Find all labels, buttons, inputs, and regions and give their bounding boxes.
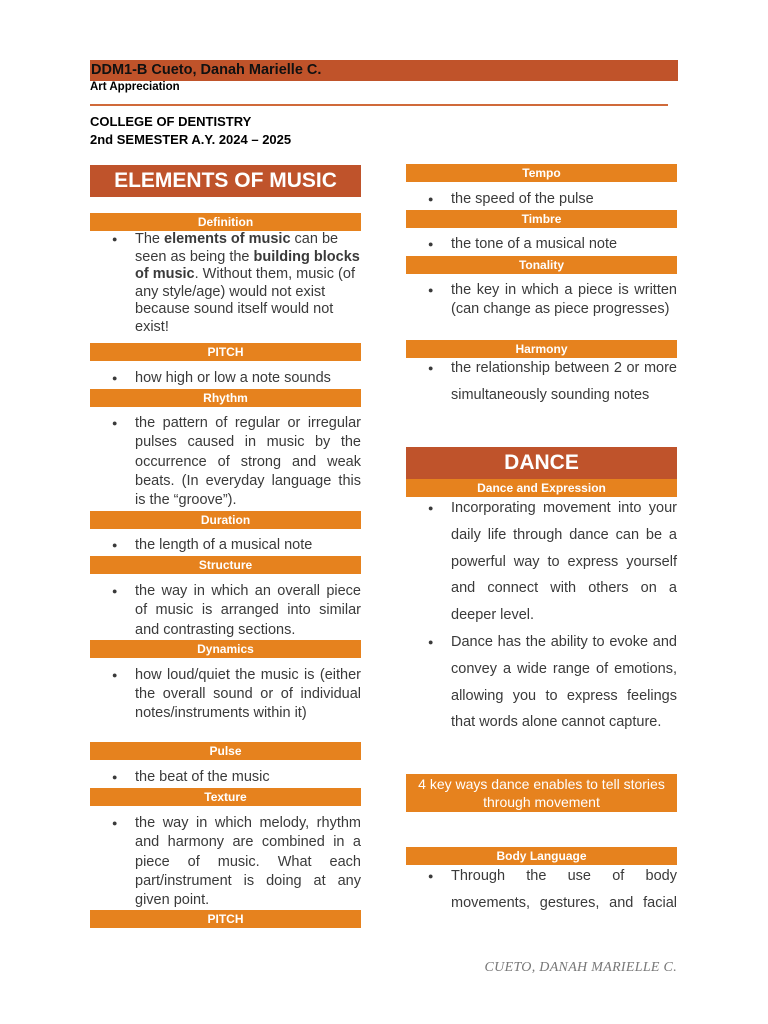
duration-heading: Duration [90, 511, 361, 529]
timbre-item: ● the tone of a musical note [406, 235, 677, 254]
duration-item: ● the length of a musical note [90, 536, 361, 555]
header-divider [90, 104, 668, 106]
tonality-heading: Tonality [406, 256, 677, 274]
pulse-heading: Pulse [90, 742, 361, 760]
pitch-item: ● how high or low a note sounds [90, 369, 361, 388]
duration-body [90, 536, 361, 555]
semester-label: 2nd SEMESTER A.Y. 2024 – 2025 [90, 132, 292, 147]
name-banner: DDM1-B Cueto, Danah Marielle C. [90, 60, 678, 81]
tonality-body [406, 281, 677, 320]
definition-item: ● The elements of music can be seen as being the building blocks of music. Without them, music (of any style/age) would not exist because sound itself would not exist! [90, 231, 361, 336]
definition-body [90, 231, 361, 336]
harmony-heading: Harmony [406, 340, 677, 358]
tempo-body [406, 190, 677, 209]
structure-item: ● the way in which an overall piece of music is arranged into similar and contrasting sections. [90, 582, 361, 640]
body-language-body [406, 863, 677, 917]
body-language-item: ● Through the use of body movements, gestures, and facial [406, 863, 677, 917]
tempo-heading: Tempo [406, 164, 677, 182]
dance-expression-item: ● Dance has the ability to evoke and convey a wide range of emotions, allowing you to express feelings that words alone cannot capture. [406, 629, 677, 736]
dance-title: DANCE [406, 447, 677, 479]
dance-expression-item: ● Incorporating movement into your daily life through dance can be a powerful way to express yourself and connect with others on a deeper level. [406, 495, 677, 629]
college-block [90, 113, 291, 149]
harmony-body [406, 355, 677, 409]
rhythm-body [90, 414, 361, 510]
structure-heading: Structure [90, 556, 361, 574]
rhythm-item: ● the pattern of regular or irregular pulses caused in music by the occurrence of strong and weak beats. (In everyday language this is the “groove”). [90, 414, 361, 510]
elements-of-music-title: ELEMENTS OF MUSIC [90, 165, 361, 197]
timbre-body [406, 235, 677, 254]
footer-author: CUETO, DANAH MARIELLE C. [484, 960, 677, 975]
timbre-heading: Timbre [406, 210, 677, 228]
tempo-item: ● the speed of the pulse [406, 190, 677, 209]
dance-expression-body [406, 495, 677, 736]
pitch-body [90, 369, 361, 388]
body-language-heading: Body Language [406, 847, 677, 865]
dynamics-heading: Dynamics [90, 640, 361, 658]
definition-heading: Definition [90, 213, 361, 231]
pulse-item: ● the beat of the music [90, 768, 361, 787]
subject-label: Art Appreciation [90, 81, 180, 93]
structure-body [90, 582, 361, 640]
college-name: COLLEGE OF DENTISTRY [90, 114, 252, 129]
dance-expression-heading: Dance and Expression [406, 479, 677, 497]
texture-body [90, 814, 361, 910]
rhythm-heading: Rhythm [90, 389, 361, 407]
texture-heading: Texture [90, 788, 361, 806]
texture-item: ● the way in which melody, rhythm and harmony are combined in a piece of music. What each part/instrument is doing at any given point. [90, 814, 361, 910]
harmony-item: ● the relationship between 2 or more simultaneously sounding notes [406, 355, 677, 409]
dynamics-item: ● how loud/quiet the music is (either the overall sound or of individual notes/instruments within it) [90, 666, 361, 723]
dynamics-body [90, 666, 361, 723]
pitch-heading-2: PITCH [90, 910, 361, 928]
storytelling-callout: 4 key ways dance enables to tell stories through movement [406, 774, 677, 812]
pulse-body [90, 768, 361, 787]
tonality-item: ● the key in which a piece is written (can change as piece progresses) [406, 281, 677, 320]
pitch-heading: PITCH [90, 343, 361, 361]
